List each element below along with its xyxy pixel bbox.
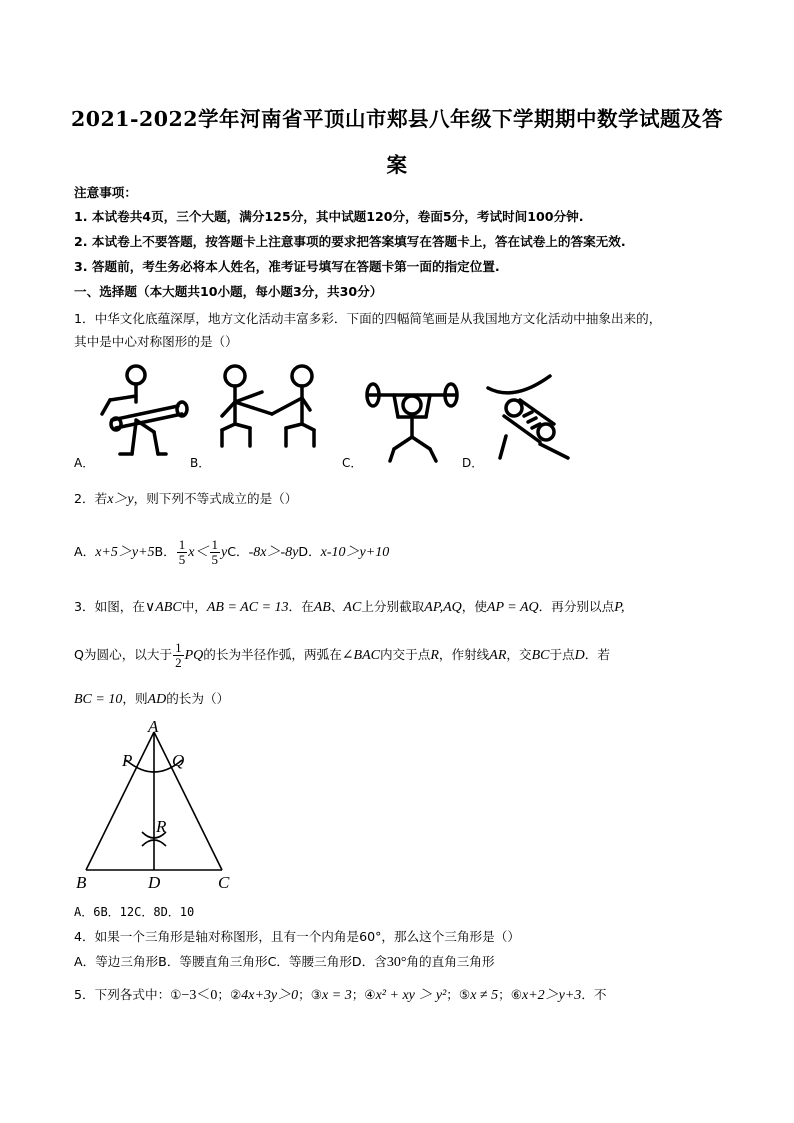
- q1-text-line-2: 其中是中心对称图形的是（）: [74, 334, 238, 349]
- side-ab: [86, 732, 154, 870]
- label-d: D: [148, 873, 161, 892]
- side-ac: [154, 732, 222, 870]
- q2-option-c: -8x＞-8y: [248, 545, 299, 560]
- q1-figure-b: [210, 362, 325, 462]
- q1-option-b-label: B．: [190, 456, 211, 470]
- q1-option-a-label: A．: [74, 456, 95, 470]
- label-b: B: [76, 873, 87, 892]
- label-r: R: [156, 817, 167, 836]
- q2-option-d-label: D．: [298, 544, 321, 559]
- q2-option-b-label: B．: [154, 544, 176, 559]
- q4-question: 4．如果一个三角形是轴对称图形，且有一个内角是60°，那么这个三角形是（）: [74, 929, 520, 944]
- notice-item-3: 3. 答题前，考生务必将本人姓名，准考证号填写在答题卡第一面的指定位置.: [74, 259, 500, 274]
- section-heading-choice: 一、选择题（本大题共10小题，每小题3分，共30分）: [74, 284, 383, 299]
- q3-text-line-1: 3．如图，在∨ABC中，AB = AC = 13．在AB、AC上分别截取AP,AQ，使AP = AQ．再分别以点P,: [74, 599, 625, 615]
- label-c: C: [218, 873, 230, 892]
- q4-options: A．等边三角形B．等腰直角三角形C．等腰三角形D．含30°角的直角三角形: [74, 954, 495, 970]
- q2-option-a-label: A．: [74, 544, 96, 559]
- q3-text-line-2: Q为圆心，以大于 $\frac{1}{2}$ PQ的长为半径作弧，两弧在∠BAC内交于点R，作射线AR，交BC于点D．若: [74, 640, 610, 670]
- q2-options: [74, 537, 389, 568]
- q2-option-b-frac-1: $\frac{1}{5}$: [178, 537, 186, 567]
- q3-text-line-3: BC = 10，则AD的长为（）: [74, 691, 230, 707]
- q1-option-c-label: C．: [342, 456, 363, 470]
- notice-item-2: 2. 本试卷上不要答题，按答题卡上注意事项的要求把答案填写在答题卡上，答在试卷上的答案无效.: [74, 234, 626, 249]
- label-q: Q: [172, 751, 185, 770]
- q1-figure-a: [92, 362, 192, 462]
- q2-option-d: x-10＞y+10: [320, 545, 390, 560]
- q2-option-c-label: C．: [227, 544, 249, 559]
- q2-prefix: 2．若: [74, 491, 108, 506]
- q2-condition: x＞y: [107, 492, 134, 507]
- q1-figure-c: [360, 375, 465, 465]
- q2-suffix: ，则下列不等式成立的是（）: [133, 491, 298, 506]
- page-title-line-1: 2021-2022学年河南省平顶山市郏县八年级下学期期中数学试题及答: [70, 107, 724, 131]
- q2-question: [74, 490, 297, 509]
- notice-heading: 注意事项：: [74, 185, 137, 200]
- page-title-line-2: 案: [386, 153, 408, 177]
- q1-figure-d: [484, 372, 579, 467]
- q3-options: A．6B．12C．8D．10: [74, 905, 195, 919]
- q2-option-b-mid: x＜: [188, 545, 209, 560]
- q1-text-line-1: 1．中华文化底蕴深厚，地方文化活动丰富多彩．下面的四幅简笔画是从我国地方文化活动中抽象出来的，: [74, 311, 662, 326]
- label-a: A: [148, 720, 159, 736]
- q2-option-a: x+5＞y+5: [95, 545, 155, 560]
- notice-item-1: 1. 本试卷共4页，三个大题，满分125分，其中试题120分，卷面5分，考试时间100分钟.: [74, 209, 584, 224]
- q5-question: 5．下列各式中：①−3＜0；②4x+3y＞0；③x = 3；④x² + xy ＞ y²；⑤x ≠ 5；⑥x+2＞y+3．不: [74, 987, 607, 1003]
- label-p: P: [122, 751, 133, 770]
- q3-triangle-figure: [70, 720, 245, 895]
- q2-option-b-end: y: [221, 545, 228, 560]
- q2-option-b-frac-2: $\frac{1}{5}$: [211, 537, 218, 567]
- q1-option-d-label: D．: [462, 456, 484, 470]
